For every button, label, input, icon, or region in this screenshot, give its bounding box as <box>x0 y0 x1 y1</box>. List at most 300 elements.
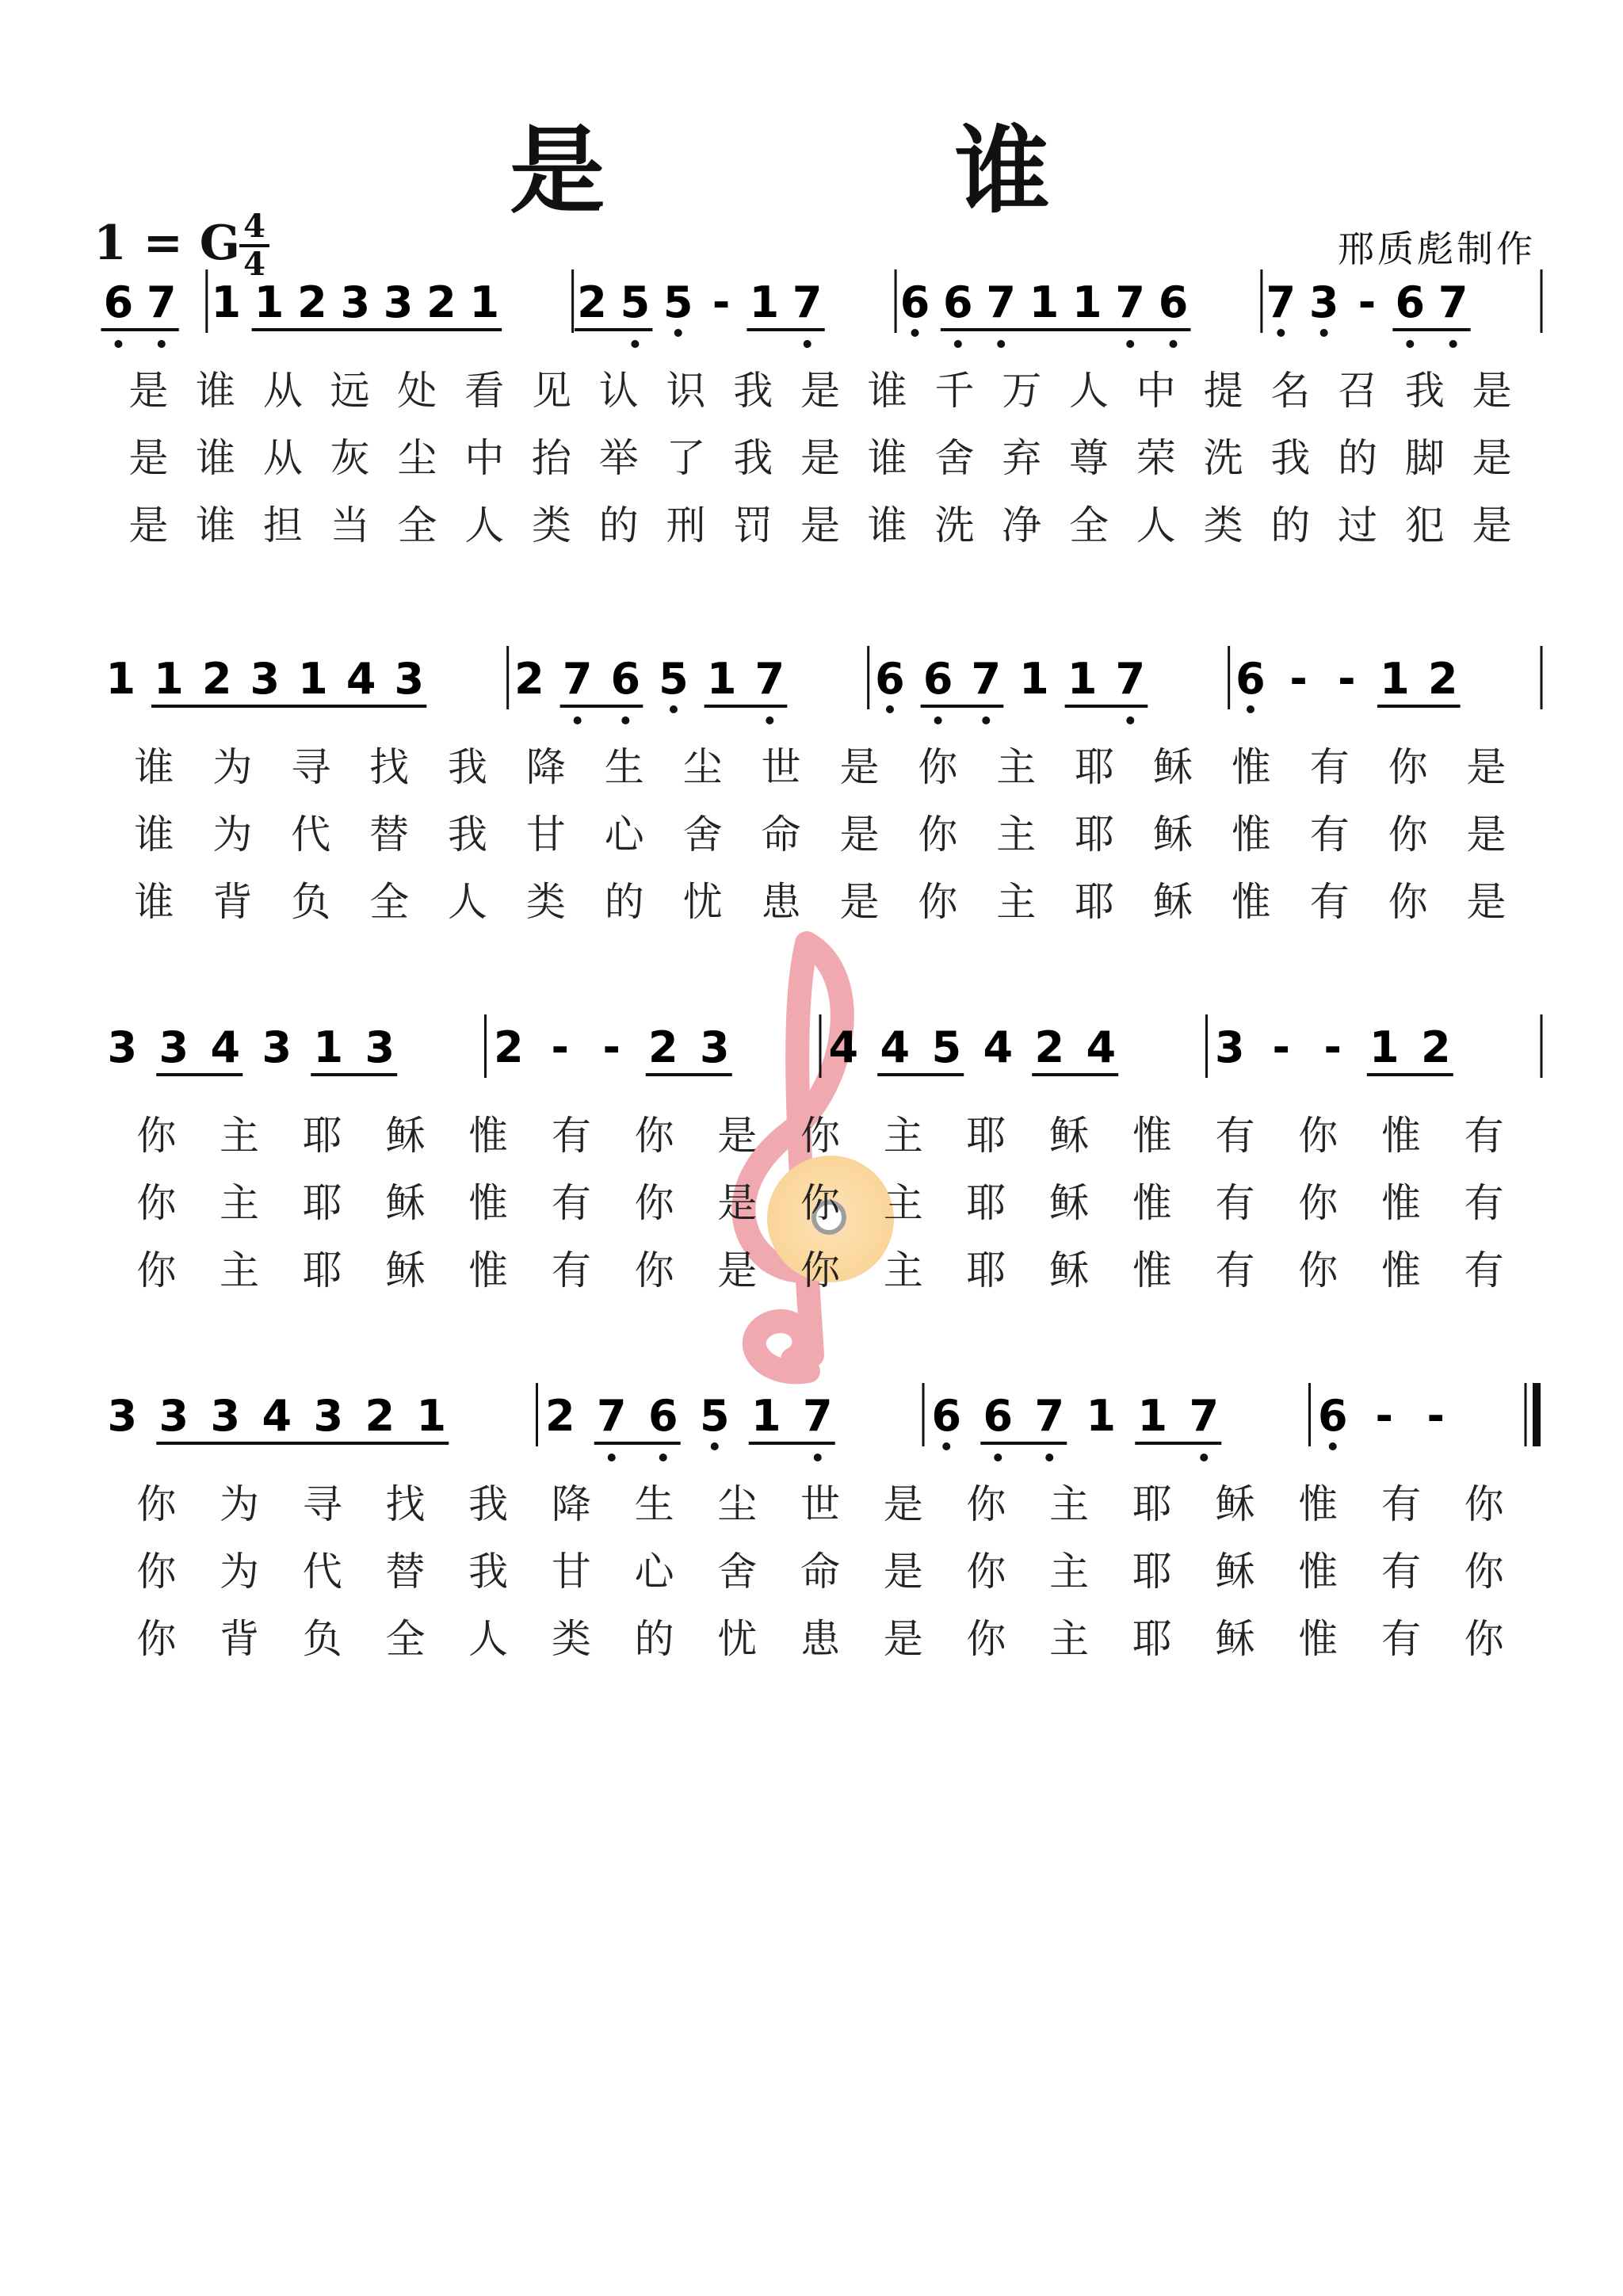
lyric-line <box>134 812 1506 858</box>
lyric-char: 稣 <box>1049 1247 1090 1293</box>
lyric-char: 耶 <box>1075 744 1115 790</box>
lyric-char: 我 <box>468 1481 509 1527</box>
lyric-char: 是 <box>839 879 880 925</box>
note-digit: 4 <box>1086 1022 1117 1072</box>
lyric-char: 是 <box>1466 744 1507 790</box>
note-digit: 5 <box>699 1391 730 1441</box>
lyric-char: 找 <box>369 744 410 790</box>
note-digit: 2 <box>426 277 456 327</box>
lyric-char: 谁 <box>867 502 907 548</box>
lyric-char: 人 <box>464 502 505 548</box>
measure <box>514 646 868 724</box>
low-octave-dot <box>814 1454 822 1461</box>
note-digit: 5 <box>659 654 689 704</box>
note-digit: 1 <box>313 1022 344 1072</box>
lyric-char: 全 <box>397 502 437 548</box>
lyric-char: 心 <box>604 812 644 858</box>
dash-extension: - <box>602 1022 621 1072</box>
lyric-char: 代 <box>291 812 331 858</box>
dash-extension: - <box>1426 1391 1445 1441</box>
lyric-char: 有 <box>1381 1616 1421 1662</box>
low-octave-dot <box>994 1454 1002 1461</box>
note-digit: 1 <box>105 654 136 704</box>
lyric-char: 有 <box>551 1113 591 1159</box>
measure <box>1318 1383 1537 1450</box>
lyric-char: 我 <box>448 812 487 858</box>
lyric-line <box>136 1180 1503 1226</box>
measure <box>931 1383 1309 1461</box>
lyric-char: 是 <box>128 435 169 481</box>
lyric-char: 舍 <box>934 435 975 481</box>
lyric-char: 谁 <box>867 368 907 414</box>
lyric-char: 稣 <box>1153 744 1193 790</box>
lyric-char: 主 <box>996 879 1037 925</box>
low-octave-dot <box>911 329 919 337</box>
measure <box>828 1014 1206 1078</box>
low-octave-dot <box>1045 1454 1053 1461</box>
note-digit: 1 <box>1380 654 1410 704</box>
lyric-char: 耶 <box>1075 879 1115 925</box>
key-signature: 1 = G <box>94 216 241 271</box>
note-digit: 4 <box>983 1022 1014 1072</box>
lyric-char: 谁 <box>196 435 236 481</box>
lyric-line <box>128 502 1511 548</box>
note-digit: 7 <box>754 654 785 704</box>
lyric-char: 你 <box>966 1481 1006 1527</box>
lyric-char: 你 <box>634 1180 674 1226</box>
note-digit: 2 <box>297 277 327 327</box>
lyric-char: 有 <box>1215 1180 1255 1226</box>
lyric-line <box>136 1247 1503 1293</box>
note-digit: 3 <box>262 1022 292 1072</box>
note-digit: 2 <box>514 654 544 704</box>
low-octave-dot <box>954 340 962 348</box>
lyric-char: 尘 <box>682 744 723 790</box>
lyric-char: 是 <box>883 1481 923 1527</box>
lyric-char: 看 <box>464 368 505 414</box>
lyric-char: 有 <box>1464 1247 1504 1293</box>
note-digit: 3 <box>699 1022 730 1072</box>
lyric-char: 为 <box>220 1481 260 1527</box>
note-digit: 3 <box>1214 1022 1245 1072</box>
time-signature-top: 4 <box>243 208 265 245</box>
lyric-char: 找 <box>385 1481 426 1527</box>
low-octave-dot <box>1126 716 1134 724</box>
lyric-char: 是 <box>717 1247 758 1293</box>
lyric-char: 心 <box>634 1549 674 1595</box>
low-octave-dot <box>674 329 682 337</box>
lyric-char: 中 <box>464 435 505 481</box>
note-digit: 7 <box>596 1391 627 1441</box>
measure <box>575 269 896 348</box>
lyric-char: 是 <box>800 368 840 414</box>
low-octave-dot <box>1169 340 1177 348</box>
measure <box>101 269 206 348</box>
lyric-char: 你 <box>136 1247 177 1293</box>
note-digit: 1 <box>706 654 737 704</box>
lyric-char: 惟 <box>1298 1549 1338 1595</box>
lyric-char: 荣 <box>1136 435 1176 481</box>
note-digit: 5 <box>931 1022 962 1072</box>
low-octave-dot <box>1406 340 1414 348</box>
low-octave-dot <box>631 340 639 348</box>
lyric-char: 惟 <box>1132 1180 1172 1226</box>
low-octave-dot <box>1449 340 1457 348</box>
dash-extension: - <box>1323 1022 1342 1072</box>
note-digit: 7 <box>1034 1391 1065 1441</box>
note-digit: 2 <box>544 1391 575 1441</box>
lyric-char: 稣 <box>1153 879 1193 925</box>
note-digit: 7 <box>1189 1391 1220 1441</box>
lyric-char: 主 <box>220 1113 260 1159</box>
lyric-char: 为 <box>212 744 253 790</box>
lyric-char: 洗 <box>934 502 975 548</box>
lyric-char: 人 <box>1136 502 1176 548</box>
note-digit: 3 <box>394 654 425 704</box>
lyric-char: 稣 <box>1049 1113 1090 1159</box>
lyric-char: 你 <box>1388 879 1428 925</box>
note-digit: 6 <box>1158 277 1189 327</box>
dash-extension: - <box>1358 277 1377 327</box>
note-digit: 2 <box>647 1022 678 1072</box>
dash-extension: - <box>1272 1022 1290 1072</box>
lyric-char: 惟 <box>1132 1247 1172 1293</box>
lyric-char: 惟 <box>1381 1113 1421 1159</box>
lyric-char: 耶 <box>302 1247 342 1293</box>
lyric-char: 的 <box>1338 435 1378 481</box>
lyric-char: 降 <box>551 1481 591 1527</box>
score-row <box>107 1383 1537 1662</box>
note-digit: 1 <box>298 654 328 704</box>
lyric-char: 的 <box>604 879 644 925</box>
measure <box>211 269 572 333</box>
lyric-char: 你 <box>634 1113 674 1159</box>
lyric-char: 惟 <box>1298 1481 1338 1527</box>
lyric-char: 类 <box>1203 502 1243 548</box>
measure <box>875 646 1228 724</box>
note-digit: 6 <box>875 654 905 704</box>
lyric-char: 寻 <box>302 1481 342 1527</box>
lyric-char: 耶 <box>966 1180 1006 1226</box>
lyric-char: 惟 <box>468 1247 509 1293</box>
low-octave-dot <box>114 340 122 348</box>
low-octave-dot <box>1320 329 1328 337</box>
lyric-char: 是 <box>717 1113 758 1159</box>
lyric-char: 患 <box>800 1616 840 1662</box>
low-octave-dot <box>659 1454 667 1461</box>
low-octave-dot <box>982 716 990 724</box>
lyric-char: 你 <box>966 1549 1006 1595</box>
note-digit: 6 <box>931 1391 962 1441</box>
note-digit: 3 <box>158 1391 189 1441</box>
lyric-char: 谁 <box>134 879 174 925</box>
lyric-char: 稣 <box>1215 1616 1255 1662</box>
lyric-char: 命 <box>800 1549 840 1595</box>
lyric-char: 见 <box>531 368 571 414</box>
lyric-char: 人 <box>1069 368 1109 414</box>
lyric-char: 背 <box>212 879 253 925</box>
lyric-char: 稣 <box>1049 1180 1090 1226</box>
lyric-char: 洗 <box>1203 435 1243 481</box>
low-octave-dot <box>670 705 678 713</box>
lyric-char: 有 <box>1309 812 1350 858</box>
lyric-char: 过 <box>1338 502 1378 548</box>
note-digit: 4 <box>262 1391 292 1441</box>
note-digit: 7 <box>1266 277 1296 327</box>
lyric-line <box>128 368 1511 414</box>
lyric-char: 主 <box>220 1180 260 1226</box>
lyric-char: 尘 <box>397 435 437 481</box>
dash-extension: - <box>1289 654 1308 704</box>
note-digit: 7 <box>562 654 593 704</box>
lyric-char: 主 <box>220 1247 260 1293</box>
lyric-char: 主 <box>883 1113 923 1159</box>
lyric-char: 你 <box>1464 1549 1504 1595</box>
lyric-char: 全 <box>369 879 410 925</box>
lyric-char: 负 <box>291 879 331 925</box>
lyric-char: 惟 <box>1231 812 1271 858</box>
note-digit: 7 <box>1115 654 1146 704</box>
note-digit: 2 <box>1420 1022 1451 1072</box>
low-octave-dot <box>1329 1442 1337 1450</box>
lyric-char: 世 <box>761 744 801 790</box>
lyric-line <box>136 1481 1504 1527</box>
note-digit: 7 <box>971 654 1002 704</box>
note-digit: 3 <box>107 1022 138 1072</box>
note-digit: 6 <box>103 277 134 327</box>
lyric-char: 是 <box>839 812 880 858</box>
lyric-char: 有 <box>551 1180 591 1226</box>
lyric-char: 主 <box>996 744 1037 790</box>
low-octave-dot <box>1247 705 1254 713</box>
lyric-char: 尘 <box>717 1481 758 1527</box>
lyric-char: 稣 <box>385 1113 426 1159</box>
measure <box>1266 269 1541 348</box>
lyric-char: 你 <box>1388 812 1428 858</box>
note-digit: 2 <box>1427 654 1458 704</box>
note-digit: 5 <box>620 277 651 327</box>
lyric-char: 尊 <box>1069 435 1109 481</box>
lyric-char: 人 <box>448 879 487 925</box>
note-digit: 6 <box>922 654 953 704</box>
note-digit: 3 <box>107 1391 138 1441</box>
note-digit: 3 <box>340 277 371 327</box>
lyric-char: 主 <box>1049 1616 1090 1662</box>
lyric-char: 罚 <box>733 502 773 548</box>
lyric-char: 稣 <box>1215 1549 1255 1595</box>
lyric-char: 的 <box>634 1616 674 1662</box>
lyric-char: 抬 <box>531 435 571 481</box>
lyric-char: 你 <box>800 1113 840 1159</box>
lyric-char: 惟 <box>468 1180 509 1226</box>
score-row <box>101 269 1541 548</box>
low-octave-dot <box>1126 340 1134 348</box>
lyric-char: 寻 <box>291 744 331 790</box>
lyric-char: 你 <box>136 1616 177 1662</box>
lyric-char: 我 <box>1270 435 1311 481</box>
lyric-char: 万 <box>1002 368 1042 414</box>
lyric-char: 刑 <box>666 502 706 548</box>
lyric-char: 是 <box>1472 368 1512 414</box>
lyric-char: 从 <box>262 368 303 414</box>
lyric-char: 稣 <box>385 1247 426 1293</box>
note-digit: 6 <box>1235 654 1266 704</box>
lyric-char: 为 <box>220 1549 260 1595</box>
note-digit: 1 <box>1029 277 1060 327</box>
lyric-char: 负 <box>302 1616 342 1662</box>
lyric-char: 是 <box>883 1616 923 1662</box>
lyric-char: 脚 <box>1404 435 1445 481</box>
low-octave-dot <box>621 716 629 724</box>
note-digit: 6 <box>983 1391 1014 1441</box>
note-digit: 6 <box>943 277 973 327</box>
lyric-char: 了 <box>666 435 706 481</box>
note-digit: 3 <box>313 1391 344 1441</box>
lyric-char: 主 <box>883 1247 923 1293</box>
note-digit: 6 <box>647 1391 678 1441</box>
arranger-credit: 邢质彪制作 <box>1338 227 1536 270</box>
lyric-char: 主 <box>1049 1481 1090 1527</box>
note-digit: 1 <box>469 277 500 327</box>
lyric-char: 惟 <box>1231 879 1271 925</box>
lyric-char: 忧 <box>682 879 723 925</box>
note-digit: 7 <box>1115 277 1145 327</box>
lyric-char: 类 <box>531 502 571 548</box>
lyric-char: 你 <box>918 812 958 858</box>
note-digit: 4 <box>828 1022 859 1072</box>
note-digit: 7 <box>802 1391 833 1441</box>
lyric-char: 惟 <box>1132 1113 1172 1159</box>
lyric-char: 从 <box>262 435 303 481</box>
lyric-char: 主 <box>996 812 1037 858</box>
lyric-char: 舍 <box>682 812 723 858</box>
lyric-char: 你 <box>1464 1481 1504 1527</box>
note-digit: 2 <box>493 1022 524 1072</box>
lyric-char: 有 <box>1215 1247 1255 1293</box>
lyric-char: 代 <box>302 1549 342 1595</box>
note-digit: 3 <box>210 1391 241 1441</box>
note-digit: 1 <box>1369 1022 1400 1072</box>
lyric-char: 你 <box>966 1616 1006 1662</box>
dash-extension: - <box>551 1022 569 1072</box>
low-octave-dot <box>608 1454 616 1461</box>
lyric-char: 是 <box>1466 879 1507 925</box>
lyric-char: 惟 <box>1298 1616 1338 1662</box>
lyric-char: 是 <box>717 1180 758 1226</box>
lyric-char: 耶 <box>1132 1481 1172 1527</box>
lyric-char: 有 <box>1464 1113 1504 1159</box>
lyric-char: 替 <box>385 1549 426 1595</box>
lyric-char: 我 <box>468 1549 509 1595</box>
lyric-char: 是 <box>800 502 840 548</box>
note-digit: 4 <box>880 1022 911 1072</box>
lyric-char: 弃 <box>1002 435 1042 481</box>
lyric-char: 净 <box>1002 502 1042 548</box>
dash-extension: - <box>1375 1391 1393 1441</box>
lyric-char: 的 <box>1270 502 1311 548</box>
note-digit: 3 <box>365 1022 395 1072</box>
lyric-char: 谁 <box>134 744 174 790</box>
lyric-char: 认 <box>598 368 639 414</box>
lyric-char: 生 <box>604 744 644 790</box>
lyric-char: 生 <box>634 1481 674 1527</box>
measure <box>1235 646 1541 713</box>
note-digit: 7 <box>1438 277 1468 327</box>
lyric-char: 远 <box>330 368 370 414</box>
lyric-char: 惟 <box>1231 744 1271 790</box>
lyric-char: 你 <box>136 1180 177 1226</box>
lyric-char: 你 <box>1298 1113 1338 1159</box>
note-digit: 1 <box>750 1391 781 1441</box>
lyric-char: 全 <box>1069 502 1109 548</box>
lyric-char: 的 <box>598 502 639 548</box>
lyric-char: 你 <box>918 744 958 790</box>
note-digit: 1 <box>1019 654 1049 704</box>
lyric-char: 类 <box>551 1616 591 1662</box>
lyric-line <box>134 744 1506 790</box>
note-digit: 1 <box>749 277 780 327</box>
lyric-char: 有 <box>1215 1113 1255 1159</box>
lyric-char: 犯 <box>1404 502 1445 548</box>
lyric-char: 主 <box>1049 1549 1090 1595</box>
lyric-char: 耶 <box>1075 812 1115 858</box>
note-digit: 3 <box>158 1022 189 1072</box>
measure <box>106 646 508 709</box>
lyric-char: 谁 <box>196 502 236 548</box>
song-title: 是 谁 <box>510 115 1209 227</box>
lyric-char: 千 <box>934 368 975 414</box>
lyric-char: 我 <box>733 435 773 481</box>
note-digit: 5 <box>663 277 693 327</box>
lyric-char: 识 <box>666 368 706 414</box>
lyric-char: 当 <box>330 502 370 548</box>
low-octave-dot <box>886 705 894 713</box>
note-digit: 6 <box>1317 1391 1348 1441</box>
lyric-char: 你 <box>1464 1616 1504 1662</box>
note-digit: 1 <box>1086 1391 1117 1441</box>
low-octave-dot <box>574 716 582 724</box>
measure <box>1215 1014 1541 1078</box>
lyric-char: 处 <box>397 368 437 414</box>
lyric-char: 耶 <box>302 1113 342 1159</box>
lyric-char: 你 <box>634 1247 674 1293</box>
lyric-line <box>136 1549 1504 1595</box>
low-octave-dot <box>766 716 773 724</box>
lyric-char: 是 <box>128 502 169 548</box>
measure <box>900 269 1262 348</box>
lyric-char: 你 <box>1298 1247 1338 1293</box>
lyric-line <box>134 879 1506 925</box>
lyric-char: 你 <box>1298 1180 1338 1226</box>
lyric-char: 召 <box>1338 368 1378 414</box>
time-signature-bottom: 4 <box>243 246 265 283</box>
lyric-char: 是 <box>800 435 840 481</box>
note-digit: 6 <box>610 654 641 704</box>
lyric-char: 惟 <box>1381 1180 1421 1226</box>
lyric-char: 人 <box>468 1616 509 1662</box>
lyric-char: 全 <box>385 1616 426 1662</box>
measure <box>545 1383 923 1461</box>
note-digit: 3 <box>250 654 281 704</box>
lyric-char: 名 <box>1270 368 1311 414</box>
lyric-char: 是 <box>1466 812 1507 858</box>
lyric-char: 命 <box>761 812 801 858</box>
lyric-char: 谁 <box>196 368 236 414</box>
note-digit: 1 <box>254 277 285 327</box>
lyric-char: 你 <box>136 1549 177 1595</box>
score-row <box>107 1014 1541 1293</box>
lyric-char: 世 <box>800 1481 840 1527</box>
